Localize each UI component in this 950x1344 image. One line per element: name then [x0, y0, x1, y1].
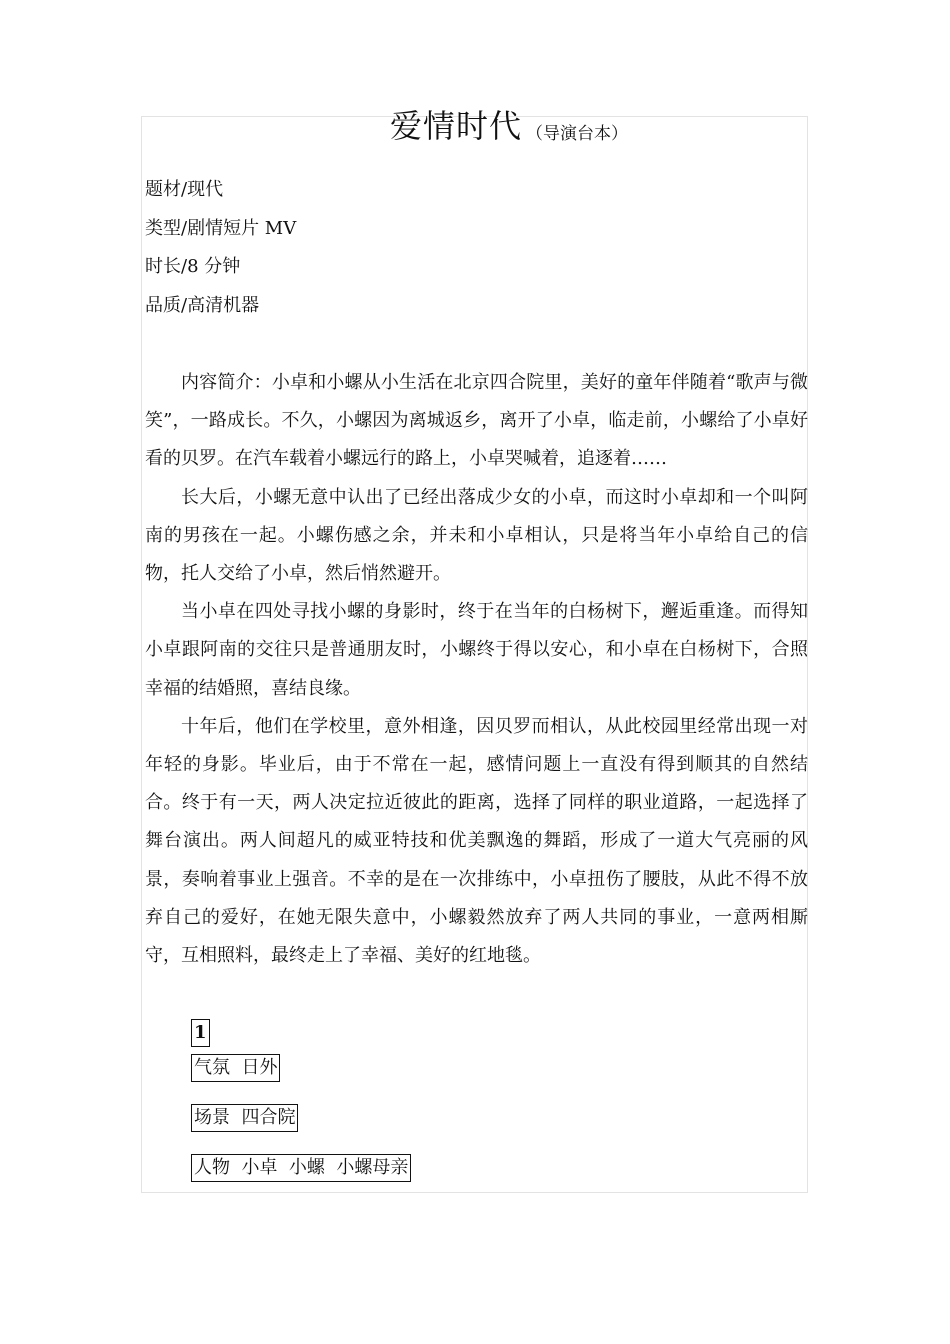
synopsis-paragraph: 内容简介：小卓和小螺从小生活在北京四合院里，美好的童年伴随着“歌声与微笑”，一路成长。不久，小螺因为离城返乡，离开了小卓，临走前，小螺给了小卓好看的贝罗。在汽车载着小螺远行的路上，小卓哭喊着，追逐着……: [145, 372, 808, 470]
meta-subject: 题材/现代: [145, 179, 224, 200]
meta-quality: 品质/高清机器: [145, 294, 260, 316]
meta-info: [145, 171, 645, 325]
synopsis: [145, 364, 808, 975]
scene-atmosphere: 气氛 日外: [191, 1054, 280, 1082]
meta-duration: 时长/8 分钟: [145, 256, 241, 277]
scene-characters: 人物 小卓 小螺 小螺母亲: [191, 1154, 411, 1182]
meta-type: 类型/剧情短片 MV: [145, 217, 297, 239]
synopsis-paragraph: 长大后，小螺无意中认出了已经出落成少女的小卓，而这时小卓却和一个叫阿南的男孩在一起。小螺伤感之余，并未和小卓相认，只是将当年小卓给自己的信物，托人交给了小卓，然后悄然避开。: [145, 486, 808, 585]
page-title: 爱情时代: [390, 107, 523, 145]
synopsis-paragraph: 十年后，他们在学校里，意外相逢，因贝罗而相认，从此校园里经常出现一对年轻的身影。毕业后，由于不常在一起，感情问题上一直没有得到顺其的自然结合。终于有一天，两人决定拉近彼此的距离，选择了同样的职业道路，一起选择了舞台演出。两人间超凡的威亚特技和优美飘逸的舞蹈，形成了一道大气亮丽的风景，奏响着事业上强音。不幸的是在一次排练中，小卓扭伤了腰肢，从此不得不放弃自己的爱好，在她无限失意中，小螺毅然放弃了两人共同的事业，一意两相厮守，互相照料，最终走上了幸福、美好的红地毯。: [145, 715, 808, 967]
synopsis-paragraph: 当小卓在四处寻找小螺的身影时，终于在当年的白杨树下，邂逅重逢。而得知小卓跟阿南的交往只是普通朋友时，小螺终于得以安心，和小卓在白杨树下，合照幸福的结婚照，喜结良缘。: [145, 601, 808, 699]
scene-number: 1: [191, 1019, 210, 1047]
title-block: [390, 104, 628, 148]
scene-location: 场景 四合院: [191, 1104, 298, 1132]
page-subtitle: （导演台本）: [526, 124, 629, 144]
